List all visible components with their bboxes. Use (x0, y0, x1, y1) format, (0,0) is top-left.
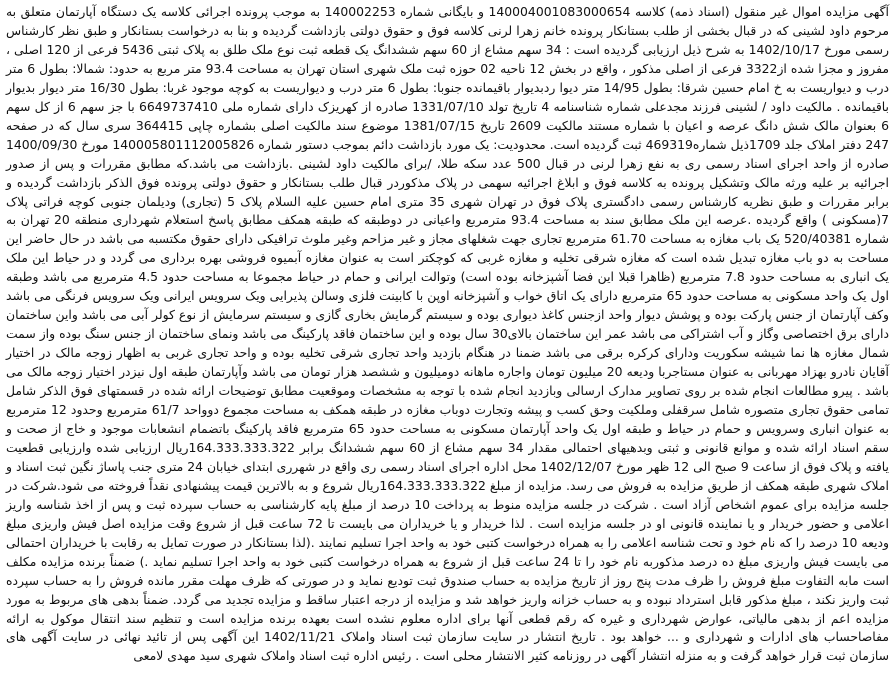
auction-notice-text: آگهی مزایده اموال غیر منقول (اسناد ذمه) کلاسه 140004001083000654 و بایگانی شماره 140002253 به موجب پرونده اجرائی کلاسه یک دستگاه آپارتمان متعلق به مرحوم داود لشینی که در قبال بخشی از طلب بستانکار پرونده خانم زهرا لرنی کلاسه فوق و حقوق دولتی بازداشت گردیده و بنا به درخواست بستانکار و طبق نظر کارشناس رسمی مورخ 1402/10/17 به شرح ذیل ارزیابی گردیده است : 34 سهم مشاع از 60 سهم ششدانگ یک قطعه ثبت نوع ملک طلق به پلاک ثبتی 5436 فرعی از 120 اصلی ، مفروز و مجزا شده از3322 فرعی از اصلی مذکور ، واقع در بخش 12 ناحیه 02 حوزه ثبت ملک شهری استان تهران به مساحت 93.4 متر مربع به حدود: شمالا: بطول 6 متر درب و دیواریست به خ امام حسین شرقا: بطول 14/95 متر دیوا ردبدیوار باقیمانده جنوبا: بطول 6 متر درب و دیواریست به کوچه موجود غربا: بطول 16/30 متر دیوار بدیوار باقیمانده . مالکیت داود / لشینی فرزند مجدعلی شماره شناسنامه 4 تاریخ تولد 1331/07/10 صادره از کهریزک دارای شماره ملی 6649737410 با جز سهم 6 از کل سهم 6 بعنوان مالک شش دانگ عرصه و اعیان با شماره مستند مالکیت 2609 تاریخ 1381/07/15 موضوع سند مالکیت اصلی بشماره چاپی 364415 سری سال که در صفحه 247 دفتر املاک جلد 1709ذیل شماره469319 ثبت گردیده است. محدودیت: یک مورد بازداشت دائم بموجب دستور شماره 140005801112005826 مورخ 1400/09/30 صادره از واحد اجرای اسناد رسمی ری به نفع زهرا لرنی در قبال 500 عدد سکه طلا، /برای مالکیت داود لشینی .بازداشت می باشد.که مطابق مقررات و پس از صدور اجرائیه بر علیه ورثه مالک وتشکیل پرونده به کلاسه فوق و ابلاغ اجرائیه سهمی در پلاک مذکوردر قبال طلب بستانکار و حقوق دولتی پرونده فوق الذکر بازداشت گردیده و برابر مقررات و طبق نظریه کارشناس رسمی دادگستری پلاک فوق در تهران شهری 35 متری امام حسین علیه السلام پلاک 5 (تجاری) ودیلمان جنوبی کوچه فراتی پلاک 7(مسکونی ) واقع گردیده .عرصه این ملک مطابق سند به مساحت 93.4 مترمربع واعیانی در دوطبقه که طبقه همکف مطابق پاسخ استعلام شهرداری منطقه 20 تهران به شماره 520/40381 یک باب مغازه به مساحت 61.70 مترمربع تجاری جهت شغلهای مجاز و غیر مزاحم وغیر ملوث ترافیکی دارای حقوق مکتسبه می باشد در حال حاضر این مساحت به دو باب مغازه تبدیل شده است که مغازه شرقی تخلیه و مغازه غربی که کوچکتر است به عنوان مغازه آبمیوه فروشی بهره برداری می گردد و در حیاط این ملک یک انباری به مساحت حدود 7.8 مترمربع (ظاهرا قبلا این فضا آشپزخانه بوده است) وتوالت ایرانی و حمام در حیاط مجموعا به مساحت حدود 4.5 مترمربع می باشد وطبقه اول یک واحد مسکونی به مساحت حدود 65 مترمربع دارای یک اتاق خواب و آشپزخانه اوپن با کابینت فلزی وسالن پذیرایی ویک سرویس ایرانی ویک سرویس فرنگی می باشد وکف آپارتمان از جنس پارکت بوده و پوشش دیوار واحد ازجنس کاغذ دیواری بوده و سیستم گرمایش بخاری گازی و سیستم سرمایش از نوع کولر آبی می باشد واین ساختمان دارای برق اختصاصی وگاز و آب اشتراکی می باشد عمر این ساختمان بالای30 سال بوده و این ساختمان فاقد پارکینگ می باشد ونمای ساختمان از جنس سنگ بوده واز سمت شمال مغازه ها نما شیشه سکوریت ودارای کرکره برقی می باشد ضمنا در هنگام بازدید واحد تجاری شرقی تخلیه بوده و واحد تجاری غربی به اظهار زوجه مالک در اختیار آقایان نادرو بهزاد مهربانی به عنوان مستاجربا ودیعه 20 میلیون تومان واجاره ماهانه دومیلیون و ششصد هزار تومان می باشد وآپارتمان طبقه اول نیزدر اختیار زوجه مالک می باشد . پیرو مطالعات انجام شده بر روی تصاویر مدارک ارسالی وبازدید انجام شده با توجه به مشخصات وموقعیت مطابق توضیحات ارائه شده در قسمتهای فوق الذکر شامل تمامی حقوق تجاری متصوره شامل سرقفلی وملکیت وحق کسب و پیشه وتجارت دوباب مغازه در طبقه همکف به مساحت مجموع دوواحد 61/7 مترمربع وحدود 12 مترمربع به عنوان انباری وسرویس و حمام در حیاط و طبقه اول یک واحد آپارتمان مسکونی به مساحت حدود 65 مترمربع فاقد پارکینگ باتضمام انشعابات موجود و خاج از صحت و سقم اسناد ارائه شده و موانع قانونی و ثبتی وبدهیهای احتمالی مقدار 34 سهم مشاع از 60 سهم ششدانگ برابر 164.333.333.322ریال ارزیابی شده وارزیابی قطعیت یافته و پلاک فوق از ساعت 9 صبح الی 12 ظهر مورخ 1402/12/07 محل اداره اجرای اسناد رسمی ری واقع در شهرری ابتدای خیابان 24 متری جنب پاساژ نگین ثبت اسناد و املاک شهری طبقه همکف از طریق مزایده به فروش می رسد. مزایده از مبلغ 164.333.333.322ریال شروع و به بالاترین قیمت پیشنهادی نقداً فروخته می شود.شرکت در جلسه مزایده برای عموم اشخاص آزاد است . شرکت در جلسه مزایده منوط به پرداخت 10 درصد از مبلغ پایه کارشناسی به حساب سپرده ثبت و پس از اخذ شناسه واریز اعلامی و حضور خریدار و یا نماینده قانونی او در جلسه مزایده است . لذا خریدار و یا خریداران می بایست تا 72 ساعت قبل از شروع وقت مزایده اصل فیش واریزی مبلغ ودیعه 10 درصد را که نام خود و تحت شناسه اعلامی را به همراه درخواست کتبی خود به واحد اجرا تسلیم نمایند .(لذا بستانکار در صورت تمایل به رقابت با خریداران احتمالی می بایست فیش واریزی مبلغ ده درصد مذکوربه نام خود را تا 24 ساعت قبل از شروع به همراه درخواست کتبی خود به واحد اجرا تسلیم نماید .) ضمناً برنده مزایده مکلف است مابه التفاوت مبلغ فروش را ظرف مدت پنج روز از تاریخ مزایده به حساب صندوق ثبت تودیع نماید و در صورتی که ظرف مهلت مقرر مانده فروش را به حساب سپرده ثبت واریز نکند ، مبلغ مذکور قابل استرداد نبوده و به حساب خزانه واریز خواهد شد و مزایده از درجه اعتبار ساقط و مزایده تجدید می گردد. ضمناً بدهی های مربوط به مورد مزایده اعم از بدهی مالیاتی، عوارض شهرداری و غیره که رقم قطعی آنها برای اداره معلوم نشده است بعهده برنده مزایده است و تنظیم سند انتقال موکول به ارائه مفاصاحساب های ادارات و شهرداری و ... خواهد بود . تاریخ انتشار در سایت سازمان ثبت اسناد واملاک 1402/11/21 این آگهی پس از تائید نهائی در سایت آگهی های سازمان ثبت قرار خواهد گرفت و به منزله انتشار آگهی در روزنامه کثیر الانتشار محلی است . رئیس اداره ثبت اسناد واملاک شهری سید مهدی لامعی (6, 4, 890, 664)
